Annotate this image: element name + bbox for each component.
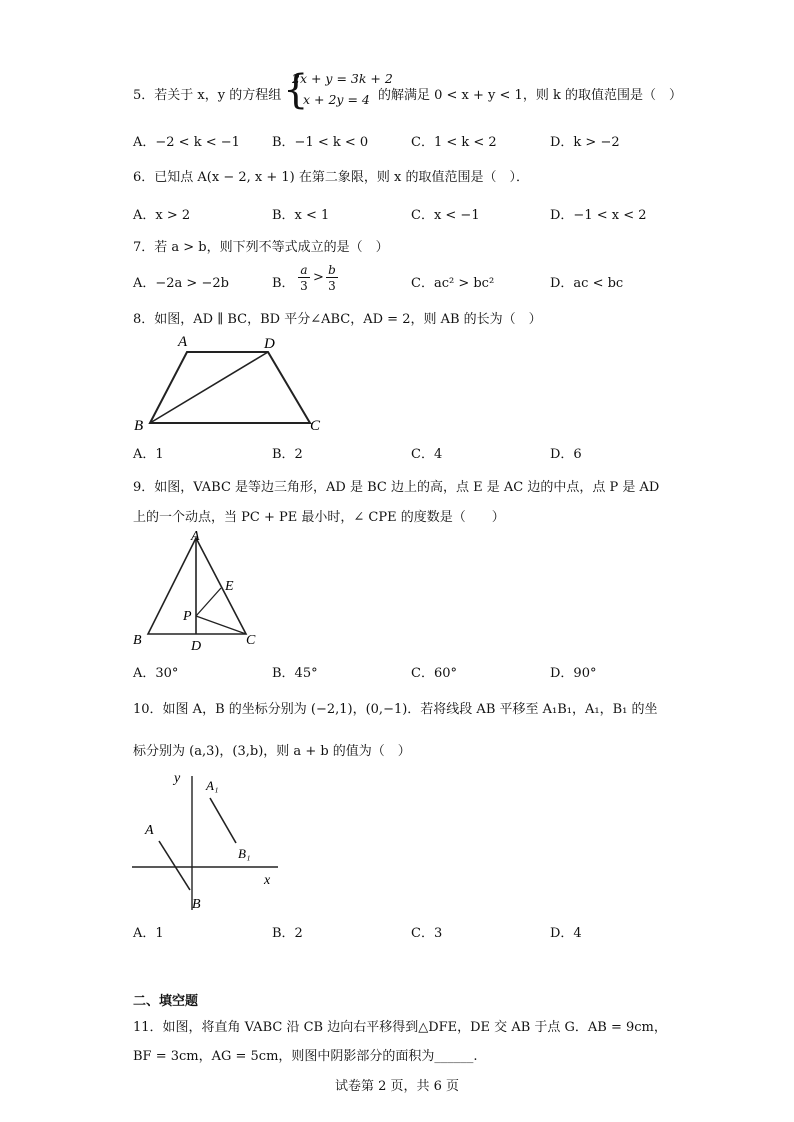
segment-ab	[159, 841, 190, 890]
label-b: B	[134, 418, 144, 434]
segment-a1b1	[210, 798, 236, 843]
q5-eq1: 2x + y = 3k + 2	[292, 71, 393, 86]
label-x: x	[264, 873, 271, 888]
trapezoid-outline	[150, 352, 310, 423]
frac1-den: 3	[300, 279, 308, 293]
q10-option-a[interactable]: A．1	[133, 926, 164, 941]
q11-line1: 11．如图，将直角 VABC 沿 CB 边向右平移得到△DFE，DE 交 AB 于点 G．AB = 9cm，	[133, 1020, 667, 1035]
system-brace: {	[283, 67, 309, 113]
q9-line1: 9．如图，VABC 是等边三角形，AD 是 BC 边上的高，点 E 是 AC 边的中点，点 P 是 AD	[133, 480, 660, 495]
label-c: C	[246, 633, 256, 648]
q7-option-b[interactable]	[272, 272, 295, 291]
q5-tail: 的解满足 0 < x + y < 1，则 k 的取值范围是（ ）	[378, 88, 682, 103]
q8-trapezoid-figure	[130, 330, 330, 440]
label-b1: B₁	[238, 846, 251, 861]
q9-option-b[interactable]: B．45°	[272, 666, 318, 681]
q6-option-d[interactable]: D．−1 < x < 2	[550, 208, 647, 223]
page-footer: 试卷第 2 页，共 6 页	[334, 1079, 460, 1094]
section-heading: 二、填空题	[133, 994, 199, 1009]
q9-triangle-figure	[128, 528, 268, 658]
q6-option-c[interactable]: C．x < −1	[411, 208, 480, 223]
label-e: E	[225, 579, 234, 594]
q9-option-a[interactable]: A．30°	[133, 666, 179, 681]
q8-text: 8．如图，AD ∥ BC，BD 平分∠ABC，AD = 2，则 AB 的长为（ ）	[133, 312, 542, 327]
q10-line1: 10．如图 A，B 的坐标分别为 (−2,1)，(0,−1)．若将线段 AB 平移至 A₁B₁，A₁，B₁ 的坐	[133, 702, 658, 717]
segment-pe	[196, 588, 221, 616]
q10-coordinate-figure	[128, 768, 288, 918]
q8-option-a[interactable]: A．1	[133, 447, 164, 462]
q5-option-c[interactable]: C．1 < k < 2	[411, 135, 497, 150]
q6-text: 6．已知点 A(x − 2, x + 1) 在第二象限，则 x 的取值范围是（ ）．	[133, 170, 529, 185]
q8-option-d[interactable]: D．6	[550, 447, 582, 462]
frac-op: >	[313, 270, 324, 285]
label-y: y	[174, 771, 181, 786]
label-a: A	[145, 823, 154, 838]
frac2-den: 3	[328, 279, 336, 293]
q10-option-d[interactable]: D．4	[550, 926, 582, 941]
q9-option-c[interactable]: C．60°	[411, 666, 457, 681]
label-a: A	[178, 334, 188, 350]
frac2-num: b	[328, 263, 336, 277]
label-d: D	[191, 639, 202, 654]
q10-option-c[interactable]: C．3	[411, 926, 443, 941]
q6-option-b[interactable]: B．x < 1	[272, 208, 330, 223]
q7-text: 7．若 a > b，则下列不等式成立的是（ ）	[133, 240, 389, 255]
q7-option-b-label: B．	[272, 276, 295, 291]
q10-line2: 标分别为 (a,3)，(3,b)，则 a + b 的值为（ ）	[133, 744, 411, 759]
label-p: P	[183, 609, 192, 624]
q8-option-c[interactable]: C．4	[411, 447, 443, 462]
q7-option-a[interactable]: A．−2a > −2b	[133, 276, 229, 291]
label-a1: A₁	[206, 778, 219, 793]
frac2-bar	[326, 277, 338, 278]
q11-line2: BF = 3cm，AG = 5cm，则图中阴影部分的面积为______.	[133, 1049, 478, 1064]
label-d: D	[264, 336, 275, 352]
q5-option-d[interactable]: D．k > −2	[550, 135, 620, 150]
q5-lead: 5．若关于 x，y 的方程组	[133, 88, 282, 103]
q6-option-a[interactable]: A．x > 2	[133, 208, 191, 223]
q7-option-d[interactable]: D．ac < bc	[550, 276, 624, 291]
q7-option-c[interactable]: C．ac² > bc²	[411, 276, 495, 291]
q5-eq2: x + 2y = 4	[303, 92, 370, 107]
q5-option-b[interactable]: B．−1 < k < 0	[272, 135, 369, 150]
label-c: C	[310, 418, 321, 434]
q8-option-b[interactable]: B．2	[272, 447, 303, 462]
q5-option-a[interactable]: A．−2 < k < −1	[133, 135, 240, 150]
label-b: B	[192, 897, 201, 912]
q10-option-b[interactable]: B．2	[272, 926, 303, 941]
frac1-num: a	[300, 263, 308, 277]
q9-option-d[interactable]: D．90°	[550, 666, 597, 681]
q9-line2: 上的一个动点，当 PC + PE 最小时，∠ CPE 的度数是（ ）	[133, 510, 505, 525]
label-a: A	[191, 529, 200, 544]
label-b: B	[133, 633, 142, 648]
frac1-bar	[298, 277, 310, 278]
